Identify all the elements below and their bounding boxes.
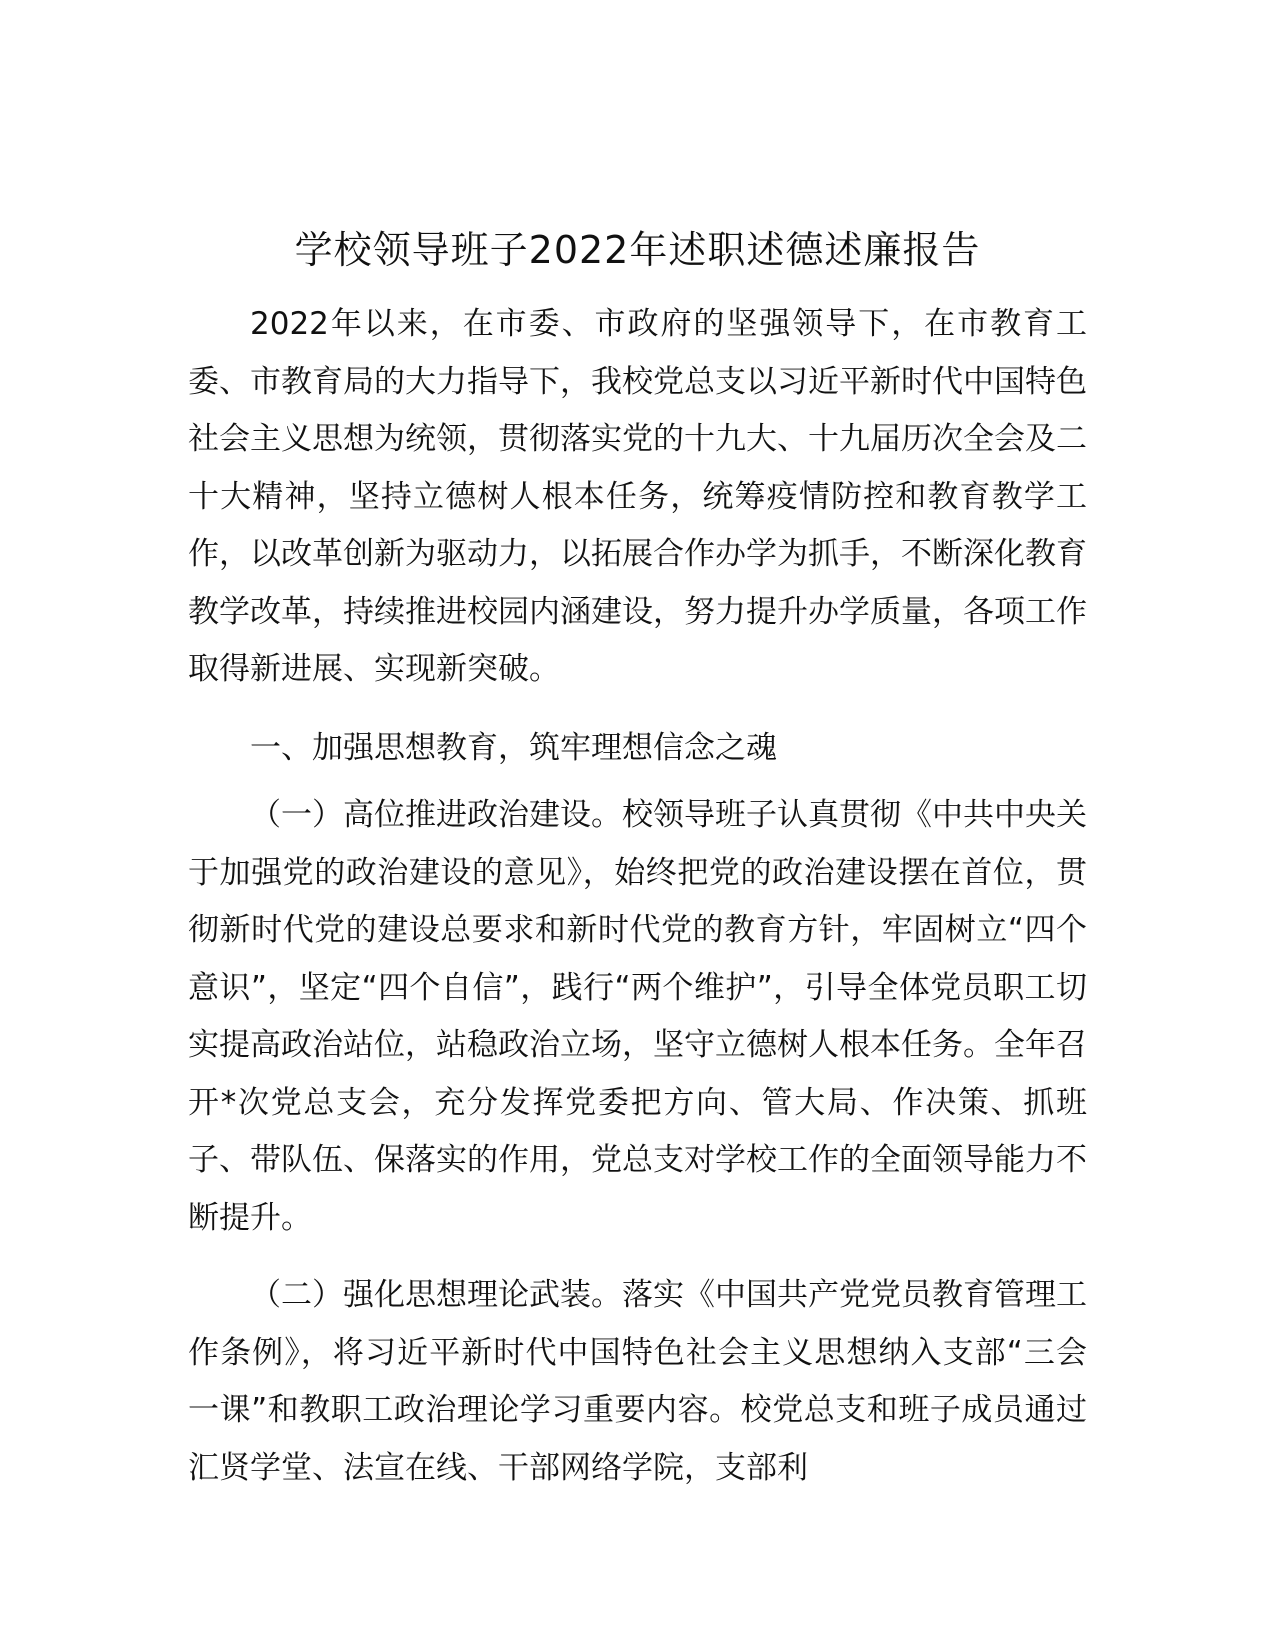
- subsection-paragraph-1: （一）高位推进政治建设。校领导班子认真贯彻《中共中央关于加强党的政治建设的意见》，始终把党的政治建设摆在首位，贯彻新时代党的建设总要求和新时代党的教育方针，牢固树立“四个意识”，坚定“四个自信”，践行“两个维护”，引导全体党员职工切实提高政治站位，站稳政治立场，坚守立德树人根本任务。全年召开*次党总支会，充分发挥党委把方向、管大局、作决策、抓班子、带队伍、保落实的作用，党总支对学校工作的全面领导能力不断提升。: [188, 797, 1087, 1236]
- intro-paragraph: 2022年以来，在市委、市政府的坚强领导下，在市教育工委、市教育局的大力指导下，我校党总支以习近平新时代中国特色社会主义思想为统领，贯彻落实党的十九大、十九届历次全会及二十大精神，坚持立德树人根本任务，统筹疫情防控和教育教学工作，以改革创新为驱动力，以拓展合作办学为抓手，不断深化教育教学改革，持续推进校园内涵建设，努力提升办学质量，各项工作取得新进展、实现新突破。: [188, 306, 1087, 687]
- subsection-paragraph-2: （二）强化思想理论武装。落实《中国共产党党员教育管理工作条例》，将习近平新时代中国特色社会主义思想纳入支部“三会一课”和教职工政治理论学习重要内容。校党总支和班子成员通过汇贤学堂、法宣在线、干部网络学院，支部利: [188, 1277, 1087, 1486]
- section-heading-1: 一、加强思想教育，筑牢理想信念之魂: [250, 730, 777, 766]
- document-title: 学校领导班子2022年述职述德述廉报告: [294, 228, 981, 272]
